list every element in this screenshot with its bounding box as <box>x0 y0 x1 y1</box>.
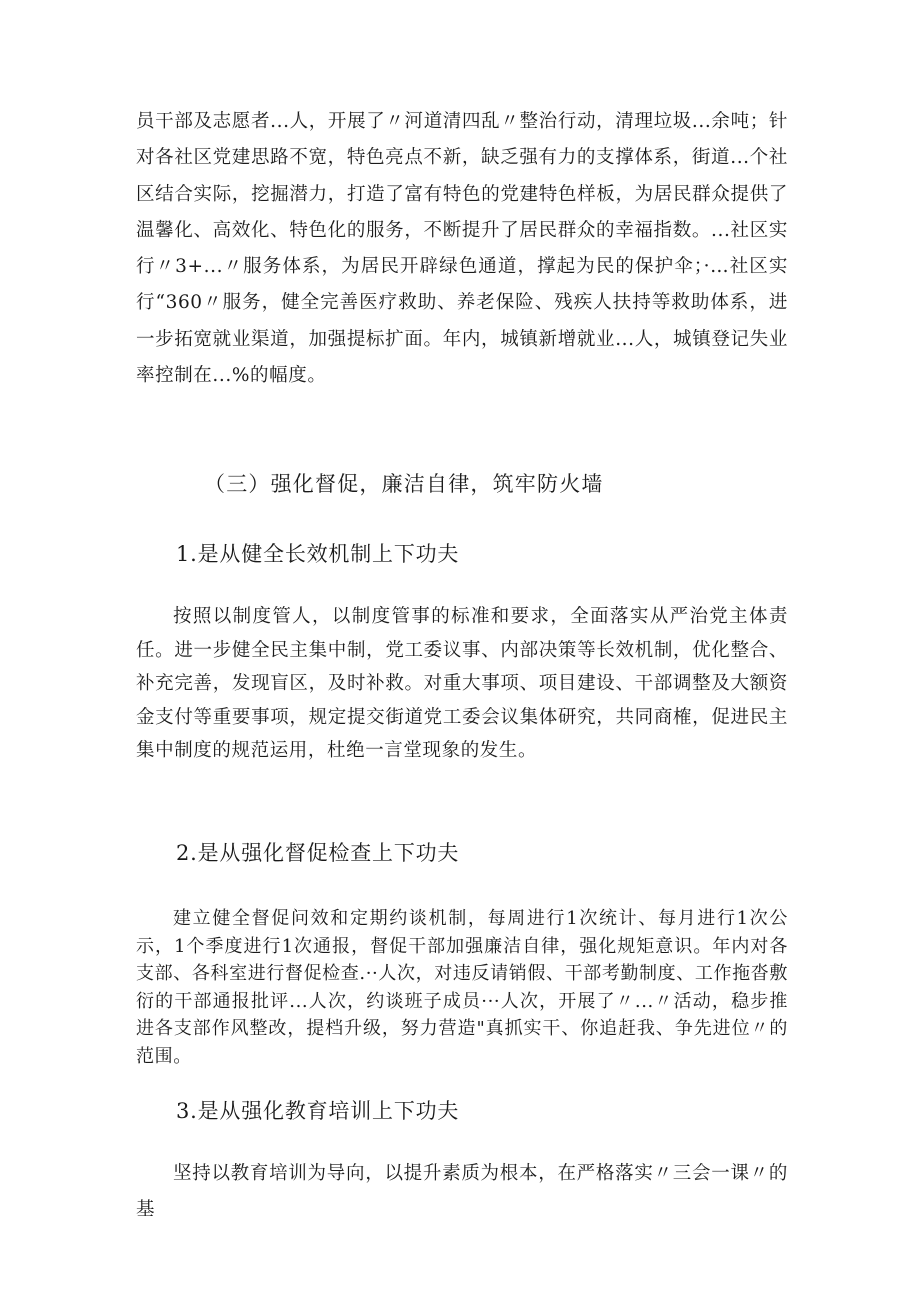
body-paragraph-4: 坚持以教育培训为导向，以提升素质为根本，在严格落实〃三会一课〃的基 <box>136 1163 788 1221</box>
section-heading: （三）强化督促，廉洁自律，筑牢防火墙 <box>204 472 604 496</box>
subheading-2: 2.是从强化督促检查上下功夫 <box>176 841 460 865</box>
body-paragraph-2: 按照以制度管人，以制度管事的标准和要求，全面落实从严治党主体责任。进一步健全民主集中制，党工委议事、内部决策等长效机制，优化整合、补充完善，发现盲区，及时补救。对重大事项、项目建设、干部调整及大额资金支付等重要事项，规定提交街道党工委会议集体研究，共同商榷，促进民主集中制度的规范运用，杜绝一言堂现象的发生。 <box>136 606 788 761</box>
body-paragraph-1: 员干部及志愿者...人，开展了〃河道清四乱〃整治行动，清理垃圾...余吨；针对各社区党建思路不宽，特色亮点不新，缺乏强有力的支撑体系，街道...个社区结合实际，挖掘潜力，打造了富有特色的党建特色样板，为居民群众提供了温馨化、高效化、特色化的服务，不断提升了居民群众的幸福指数。...社区实行〃3+...〃服务体系，为居民开辟绿色通道，撑起为民的保护伞；·…社区实行“360〃服务，健全完善医疗救助、养老保险、残疾人扶持等救助体系，进一步拓宽就业渠道，加强提标扩面。年内，城镇新增就业...人，城镇登记失业率控制在...%的幅度。 <box>136 111 788 387</box>
subheading-1: 1.是从健全长效机制上下功夫 <box>176 542 460 566</box>
body-paragraph-3: 建立健全督促问效和定期约谈机制，每周进行1次统计、每月进行1次公示，1个季度进行1次通报，督促干部加强廉洁自律，强化规矩意识。年内对各支部、各科室进行督促检查.··人次，对违反请销假、干部考勤制度、工作拖沓敷衍的干部通报批评...人次，约谈班子成员···人次，开展了〃...〃活动，稳步推进各支部作风整改，提档升级，努力营造"真抓实干、你追赶我、争先进位〃的范围。 <box>136 908 788 1067</box>
subheading-3: 3.是从强化教育培训上下功夫 <box>176 1099 460 1123</box>
